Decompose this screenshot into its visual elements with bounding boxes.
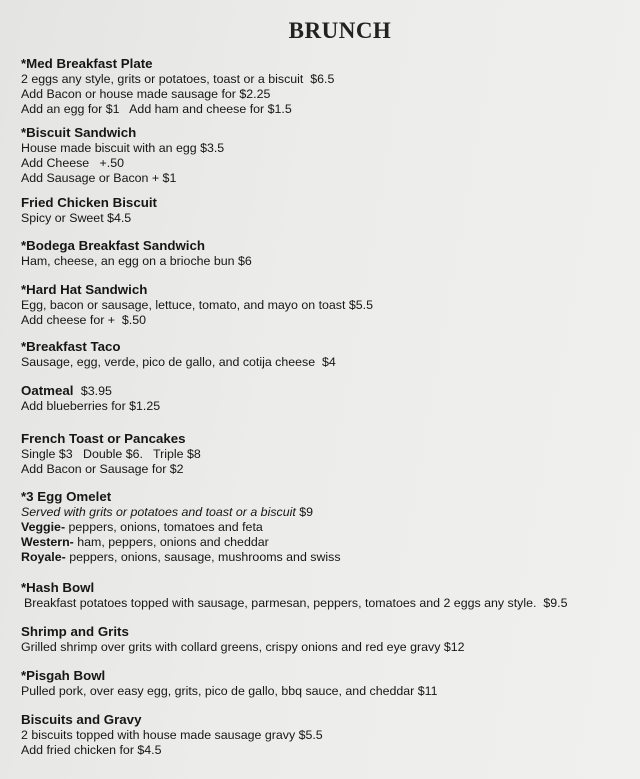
- item-description: Ham, cheese, an egg on a brioche bun $6: [21, 254, 252, 268]
- item-description: Sausage, egg, verde, pico de gallo, and cotija cheese $4: [21, 355, 336, 369]
- variant-text: peppers, onions, sausage, mushrooms and swiss: [65, 550, 341, 564]
- item-name: *Biscuit Sandwich: [21, 125, 137, 140]
- menu-item-biscuits-and-gravy: [21, 712, 631, 758]
- menu-item-hard-hat-sandwich: [21, 282, 631, 328]
- item-addon: Add Sausage or Bacon + $1: [21, 171, 177, 185]
- item-name: *Pisgah Bowl: [21, 668, 106, 683]
- item-description: 2 eggs any style, grits or potatoes, toast or a biscuit $6.5: [21, 72, 335, 86]
- variant-label: Western-: [21, 535, 74, 549]
- item-name: *Med Breakfast Plate: [21, 56, 153, 71]
- item-description: Breakfast potatoes topped with sausage, parmesan, peppers, tomatoes and 2 eggs any style. $9.5: [24, 596, 568, 610]
- menu-item-oatmeal: [21, 383, 631, 414]
- item-addon: Add cheese for + $.50: [21, 313, 147, 327]
- item-name: Fried Chicken Biscuit: [21, 195, 157, 210]
- omelet-variant: [21, 535, 631, 550]
- item-description: 2 biscuits topped with house made sausage gravy $5.5: [21, 728, 323, 742]
- omelet-variant: [21, 520, 631, 535]
- item-addon: Add fried chicken for $4.5: [21, 743, 162, 757]
- item-description: Grilled shrimp over grits with collard greens, crispy onions and red eye gravy $12: [21, 640, 465, 654]
- item-name-row: [21, 383, 631, 399]
- item-addon: Add an egg for $1 Add ham and cheese for $1.5: [21, 102, 292, 116]
- item-description: Single $3 Double $6. Triple $8: [21, 447, 201, 461]
- menu-item-bodega-breakfast-sandwich: [21, 238, 631, 269]
- variant-text: peppers, onions, tomatoes and feta: [65, 520, 263, 534]
- item-name: *Breakfast Taco: [21, 339, 121, 354]
- page-title: BRUNCH: [288, 18, 392, 43]
- item-name: *3 Egg Omelet: [21, 489, 112, 504]
- menu-item-biscuit-sandwich: [21, 125, 631, 186]
- item-description: House made biscuit with an egg $3.5: [21, 141, 225, 155]
- item-name: *Hard Hat Sandwich: [21, 282, 148, 297]
- menu-item-3-egg-omelet: [21, 489, 631, 565]
- item-intro: Served with grits or potatoes and toast or a biscuit: [21, 505, 296, 519]
- item-addon: Add blueberries for $1.25: [21, 399, 161, 413]
- menu-item-fried-chicken-biscuit: [21, 195, 631, 226]
- menu-item-shrimp-and-grits: [21, 624, 631, 655]
- item-addon: Add Bacon or house made sausage for $2.25: [21, 87, 271, 101]
- item-name: Shrimp and Grits: [21, 624, 129, 639]
- menu-item-pisgah-bowl: [21, 668, 631, 699]
- item-name: French Toast or Pancakes: [21, 431, 186, 446]
- menu-item-french-toast-or-pancakes: [21, 431, 631, 477]
- menu-item-hash-bowl: [21, 580, 631, 611]
- item-description: [21, 505, 631, 520]
- item-description: Egg, bacon or sausage, lettuce, tomato, and mayo on toast $5.5: [21, 298, 373, 312]
- item-name: Oatmeal: [21, 383, 74, 398]
- omelet-variant: [21, 550, 631, 565]
- item-name: Biscuits and Gravy: [21, 712, 142, 727]
- menu-item-breakfast-taco: [21, 339, 631, 370]
- item-addon: Add Cheese +.50: [21, 156, 124, 170]
- item-description: Spicy or Sweet $4.5: [21, 211, 132, 225]
- menu-item-med-breakfast-plate: [21, 56, 631, 117]
- variant-text: ham, peppers, onions and cheddar: [73, 535, 269, 549]
- variant-label: Royale-: [21, 550, 66, 564]
- item-addon: Add Bacon or Sausage for $2: [21, 462, 184, 476]
- item-name: *Hash Bowl: [21, 580, 95, 595]
- variant-label: Veggie-: [21, 520, 66, 534]
- item-price: $3.95: [80, 384, 112, 398]
- item-description: Pulled pork, over easy egg, grits, pico de gallo, bbq sauce, and cheddar $11: [21, 684, 438, 698]
- item-price: $9: [299, 505, 314, 519]
- item-name: *Bodega Breakfast Sandwich: [21, 238, 205, 253]
